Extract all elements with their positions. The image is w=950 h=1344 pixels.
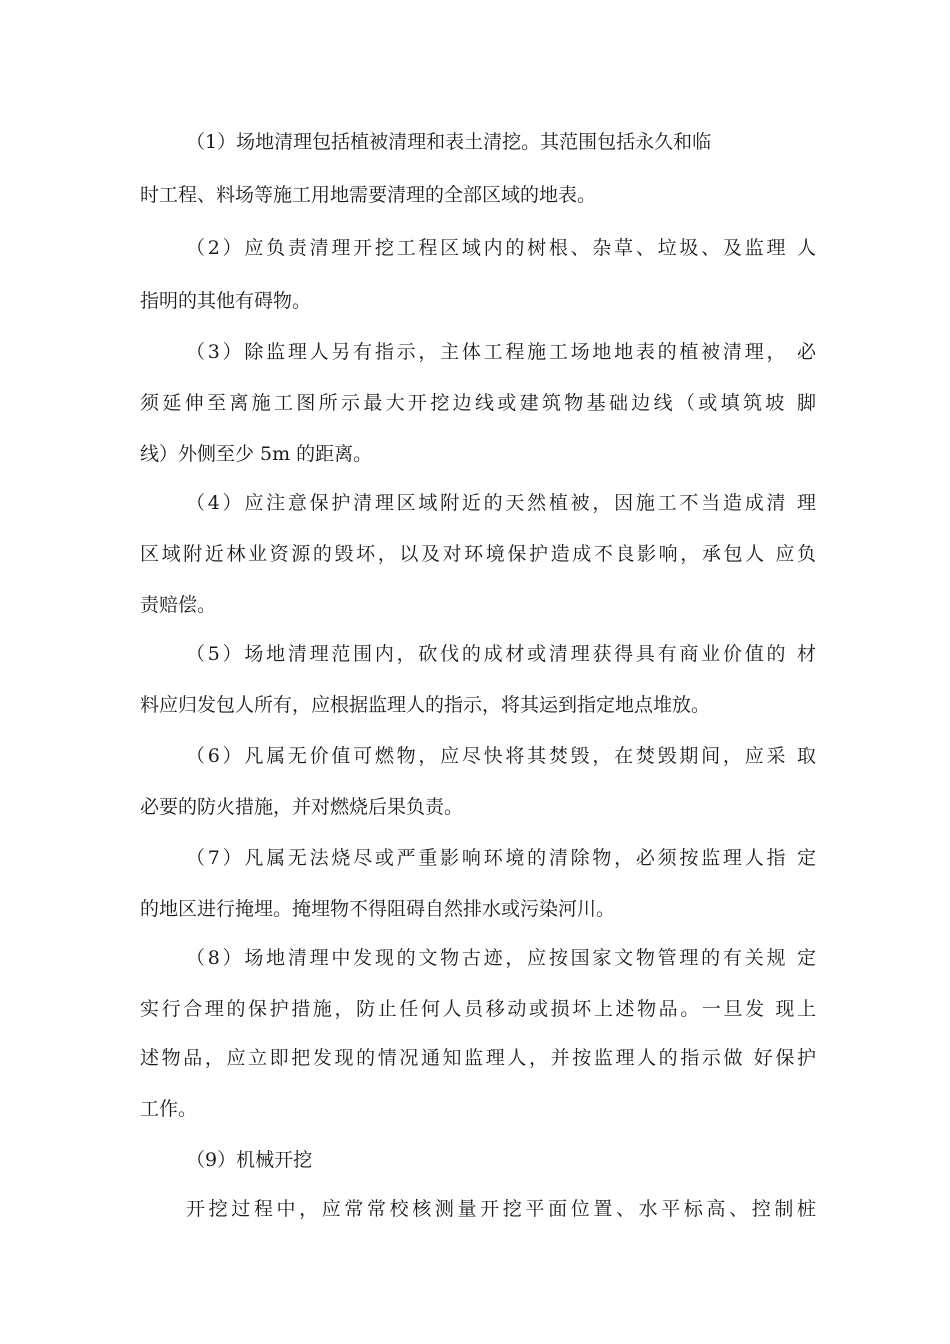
paragraph-8-line-1: （8）场地清理中发现的文物古迹，应按国家文物管理的有关规 定	[186, 947, 816, 969]
paragraph-6-line-1: （6）凡属无价值可燃物，应尽快将其焚毁，在焚毁期间，应采 取	[186, 745, 816, 767]
paragraph-1-line-1: （1）场地清理包括植被清理和表土清挖。其范围包括永久和临	[186, 131, 712, 153]
paragraph-2-line-1: （2）应负责清理开挖工程区域内的树根、杂草、垃圾、及监理 人	[186, 237, 816, 259]
paragraph-9-line-1: （9）机械开挖	[186, 1149, 313, 1171]
paragraph-3-line-3: 线）外侧至少 5m 的距离。	[140, 443, 373, 465]
paragraph-5-line-1: （5）场地清理范围内，砍伐的成材或清理获得具有商业价值的 材	[186, 643, 816, 665]
paragraph-3-line-2: 须延伸至离施工图所示最大开挖边线或建筑物基础边线（或填筑坡 脚	[140, 392, 816, 414]
paragraph-5-line-2: 料应归发包人所有，应根据监理人的指示，将其运到指定地点堆放。	[140, 694, 711, 716]
paragraph-8-line-3: 述物品，应立即把发现的情况通知监理人，并按监理人的指示做 好保护	[140, 1047, 816, 1069]
paragraph-2-line-2: 指明的其他有碍物。	[140, 290, 312, 312]
paragraph-4-line-2: 区域附近林业资源的毁坏，以及对环境保护造成不良影响，承包人 应负	[140, 543, 816, 565]
paragraph-4-line-1: （4）应注意保护清理区域附近的天然植被，因施工不当造成清 理	[186, 492, 816, 514]
paragraph-1-line-2: 时工程、料场等施工用地需要清理的全部区域的地表。	[140, 184, 597, 206]
paragraph-4-line-3: 责赔偿。	[140, 594, 217, 616]
paragraph-3-line-1: （3）除监理人另有指示，主体工程施工场地地表的植被清理， 必	[186, 341, 816, 363]
paragraph-10-line-1: 开挖过程中，应常常校核测量开挖平面位置、水平标高、控制桩	[186, 1198, 816, 1220]
paragraph-6-line-2: 必要的防火措施，并对燃烧后果负责。	[140, 796, 464, 818]
paragraph-7-line-1: （7）凡属无法烧尽或严重影响环境的清除物，必须按监理人指 定	[186, 847, 816, 869]
paragraph-8-line-4: 工作。	[140, 1098, 198, 1120]
paragraph-8-line-2: 实行合理的保护措施，防止任何人员移动或损坏上述物品。一旦发 现上	[140, 998, 816, 1020]
paragraph-7-line-2: 的地区进行掩埋。掩埋物不得阻碍自然排水或污染河川。	[140, 898, 616, 920]
